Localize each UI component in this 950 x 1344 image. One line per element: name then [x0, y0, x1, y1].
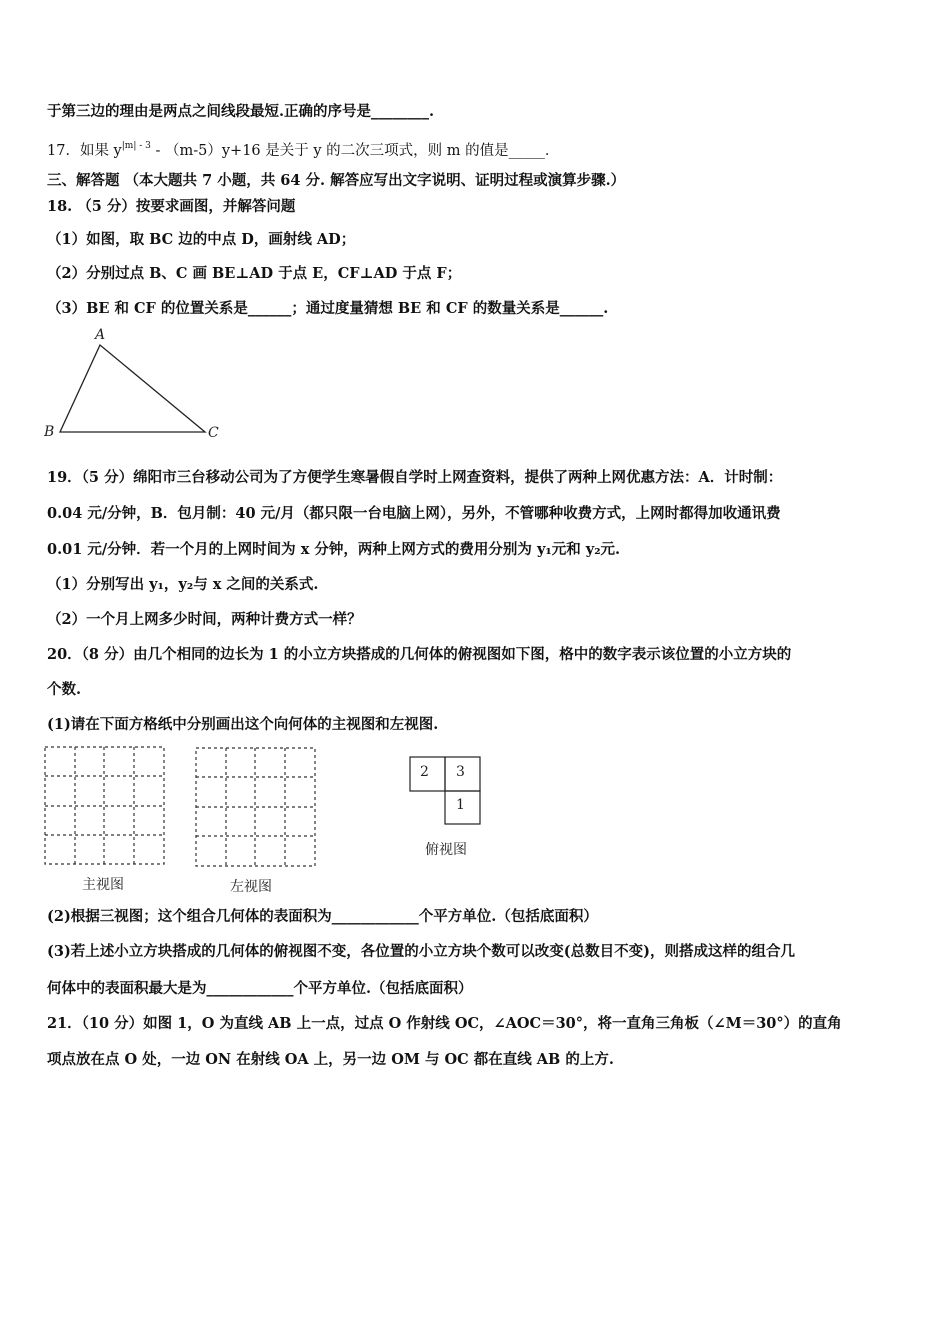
q17-text-start: 17．如果 y [47, 143, 122, 159]
question-19-line-1: 19．（5 分）绵阳市三台移动公司为了方便学生寒暑假自学时上网查资料，提供了两种上网优惠方法：A．计时制： [47, 469, 783, 486]
question-19-line-2: 0.04 元/分钟，B．包月制：40 元/月（都只限一台电脑上网），另外，不管哪种收费方式，上网时都得加收通讯费 [47, 505, 781, 522]
vertex-c-label: C [208, 425, 219, 441]
q20-part-2: (2)根据三视图；这个组合几何体的表面积为____________个平方单位.（包括底面积） [47, 908, 598, 925]
top-view-label: 俯视图 [425, 842, 467, 858]
q18-part-2: （2）分别过点 B、C 画 BE⊥AD 于点 E，CF⊥AD 于点 F； [47, 265, 462, 282]
q18-part-3: （3）BE 和 CF 的位置关系是______；通过度量猜想 BE 和 CF 的数量关系是______. [47, 300, 609, 317]
front-view-label: 主视图 [82, 877, 124, 893]
question-21-line-1: 21．（10 分）如图 1，O 为直线 AB 上一点，过点 O 作射线 OC，∠AOC＝30°，将一直角三角板（∠M＝30°）的直角 [47, 1015, 842, 1032]
question-20-line-1: 20．（8 分）由几个相同的边长为 1 的小立方块搭成的几何体的俯视图如下图，格中的数字表示该位置的小立方块的 [47, 646, 792, 663]
question-18: 18. （5 分）按要求画图，并解答问题 [47, 198, 296, 215]
left-view-label: 左视图 [230, 879, 272, 895]
top-view-cell-value: 3 [456, 764, 465, 780]
question-19-line-3: 0.01 元/分钟．若一个月的上网时间为 x 分钟，两种上网方式的费用分别为 y₁元和 y₂元. [47, 541, 621, 558]
q20-part-3-line-1: (3)若上述小立方块搭成的几何体的俯视图不变，各位置的小立方块个数可以改变(总数目不变)，则搭成这样的组合几 [47, 943, 796, 960]
vertex-b-label: B [44, 424, 55, 440]
left-view-grid [195, 747, 317, 868]
top-view-cell-value: 1 [456, 797, 465, 813]
section-heading-3: 三、解答题 （本大题共 7 小题，共 64 分. 解答应写出文字说明、证明过程或演算步骤.） [47, 172, 626, 189]
question-21-line-2: 项点放在点 O 处，一边 ON 在射线 OA 上，另一边 OM 与 OC 都在直线 AB 的上方. [47, 1051, 614, 1068]
q20-part-1: (1)请在下面方格纸中分别画出这个向何体的主视图和左视图. [47, 716, 439, 733]
front-view-grid [44, 746, 166, 866]
vertex-a-label: A [95, 327, 106, 343]
q20-part-3-line-2: 何体中的表面积最大是为____________个平方单位.（包括底面积） [47, 980, 473, 997]
question-20-line-2: 个数. [47, 681, 82, 698]
q19-part-1: （1）分别写出 y₁，y₂与 x 之间的关系式. [47, 576, 319, 593]
triangle-shape [60, 345, 205, 432]
q17-exponent: |m| - 3 [121, 141, 151, 151]
question-17 [47, 136, 559, 161]
top-view-cell-value: 2 [420, 764, 429, 780]
q16-ending-line: 于第三边的理由是两点之间线段最短.正确的序号是________. [47, 103, 435, 120]
triangle-abc-figure [40, 325, 230, 450]
q18-part-1: （1）如图，取 BC 边的中点 D，画射线 AD； [47, 231, 356, 248]
q17-text-end: - （m-5）y+16 是关于 y 的二次三项式，则 m 的值是_____． [150, 143, 560, 159]
q19-part-2: （2）一个月上网多少时间，两种计费方式一样？ [47, 611, 362, 628]
